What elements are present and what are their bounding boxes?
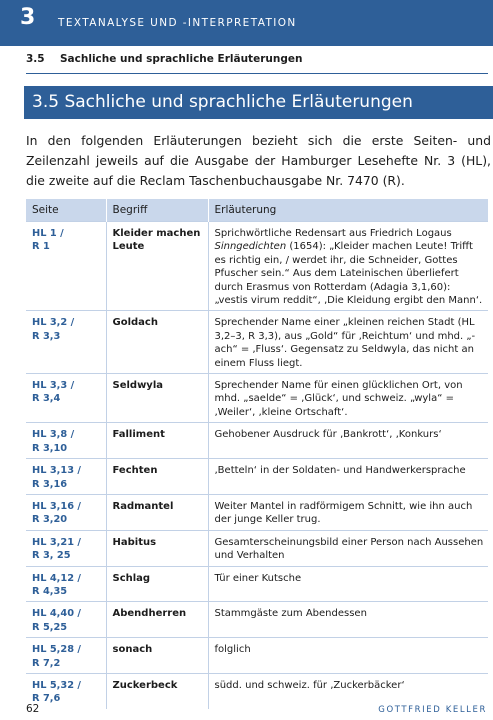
row-begriff: Schlag xyxy=(106,566,208,602)
row-seite: HL 5,32 / R 7,6 xyxy=(26,673,106,708)
row-erlaeuterung xyxy=(208,374,488,423)
erlaeuterung-text: Gesamterscheinungsbild einer Person nach Aussehen und Verhalten xyxy=(214,536,484,562)
erlaeuterung-text: Sprechender Name einer „kleinen reichen Stadt (HL 3,2–3, R 3,3), aus „Gold“ für ‚Reichtum‘ und mhd. „-ach“ = ‚Fluss‘. Gegensatz zu Seldwyla, das nicht an einem Fluss liegt. xyxy=(214,317,476,369)
glossary-body xyxy=(26,222,488,709)
column-header-seite: Seite xyxy=(26,199,106,222)
footer-author: GOTTFRIED KELLER xyxy=(378,705,487,715)
row-seite: HL 3,16 / R 3,20 xyxy=(26,494,106,530)
row-seite: HL 1 / R 1 xyxy=(26,222,106,311)
row-erlaeuterung xyxy=(208,459,488,495)
row-begriff: Kleider machen Leute xyxy=(106,222,208,311)
header-divider xyxy=(26,73,488,74)
erlaeuterung-text: ‚Betteln‘ in der Soldaten- und Handwerkersprache xyxy=(214,465,466,477)
row-erlaeuterung xyxy=(208,530,488,566)
row-erlaeuterung xyxy=(208,423,488,459)
table-row xyxy=(26,374,488,423)
table-row xyxy=(26,638,488,674)
row-seite: HL 3,8 / R 3,10 xyxy=(26,423,106,459)
row-erlaeuterung xyxy=(208,638,488,674)
row-begriff: sonach xyxy=(106,638,208,674)
table-row xyxy=(26,566,488,602)
glossary-table xyxy=(26,199,489,709)
row-begriff: Habitus xyxy=(106,530,208,566)
running-head-number: 3.5 xyxy=(26,53,45,65)
table-row xyxy=(26,494,488,530)
row-seite: HL 3,21 / R 3, 25 xyxy=(26,530,106,566)
erlaeuterung-lead: Sprichwörtliche Redensart aus Friedrich Logaus xyxy=(214,228,452,239)
row-seite: HL 3,2 / R 3,3 xyxy=(26,311,106,374)
page-number: 62 xyxy=(26,703,40,715)
erlaeuterung-text: Weiter Mantel in radförmigem Schnitt, wie ihn auch der junge Keller trug. xyxy=(214,500,473,526)
table-row xyxy=(26,602,488,638)
row-seite: HL 3,3 / R 3,4 xyxy=(26,374,106,423)
row-erlaeuterung xyxy=(208,222,488,311)
row-seite: HL 4,12 / R 4,35 xyxy=(26,566,106,602)
erlaeuterung-text: folglich xyxy=(214,644,251,656)
row-begriff: Fechten xyxy=(106,459,208,495)
running-head xyxy=(26,53,302,65)
chapter-number: 3 xyxy=(20,5,36,30)
row-erlaeuterung xyxy=(208,673,488,708)
row-seite: HL 4,40 / R 5,25 xyxy=(26,602,106,638)
row-begriff: Seldwyla xyxy=(106,374,208,423)
erlaeuterung-text: (1654): „Kleider machen Leute! Trifft es richtig ein, / werdet ihr, die Schneider, Gottes Pfuscher sein.“ Aus dem Lateinischen überliefert durch Erasmus von Rotterdam (Adagia 3,1,60): „vestis virum reddit“, ‚Die Kleidung ergibt den Mann‘. xyxy=(214,241,483,307)
intro-paragraph: In den folgenden Erläuterungen bezieht sich die erste Seiten- und Zeilenzahl jeweils auf die Ausgabe der Hamburger Lesehefte Nr. 3 (HL), die zweite auf die Reclam Taschenbuchausgabe Nr. 7470 (R). xyxy=(26,133,491,188)
table-row xyxy=(26,222,488,311)
erlaeuterung-text: Sprechender Name für einen glücklichen Ort, von mhd. „saelde“ = ‚Glück‘, und schweiz. „wyla“ = ‚Weiler‘, ‚kleine Ortschaft‘. xyxy=(214,380,463,418)
erlaeuterung-text: südd. und schweiz. für ‚Zuckerbäcker‘ xyxy=(214,679,405,691)
section-heading-bar xyxy=(24,86,493,119)
row-seite: HL 5,28 / R 7,2 xyxy=(26,638,106,674)
glossary-header-row xyxy=(26,199,488,222)
table-row xyxy=(26,530,488,566)
running-head-title: Sachliche und sprachliche Erläuterungen xyxy=(60,53,303,65)
chapter-title: TEXTANALYSE UND -INTERPRETATION xyxy=(58,17,297,29)
column-header-erlaeuterung: Erläuterung xyxy=(208,199,488,222)
row-begriff: Abendherren xyxy=(106,602,208,638)
row-begriff: Goldach xyxy=(106,311,208,374)
row-erlaeuterung xyxy=(208,494,488,530)
erlaeuterung-title: Sinngedichten xyxy=(214,241,287,253)
table-row xyxy=(26,673,488,708)
row-seite: HL 3,13 / R 3,16 xyxy=(26,459,106,495)
row-erlaeuterung xyxy=(208,566,488,602)
table-row xyxy=(26,423,488,459)
erlaeuterung-text: Gehobener Ausdruck für ‚Bankrott‘, ‚Konkurs‘ xyxy=(214,429,442,441)
row-erlaeuterung xyxy=(208,311,488,374)
chapter-header-bar xyxy=(0,0,493,46)
column-header-begriff: Begriff xyxy=(106,199,208,222)
row-erlaeuterung xyxy=(208,602,488,638)
row-begriff: Falliment xyxy=(106,423,208,459)
row-begriff: Radmantel xyxy=(106,494,208,530)
row-begriff: Zuckerbeck xyxy=(106,673,208,708)
table-row xyxy=(26,459,488,495)
table-row xyxy=(26,311,488,374)
section-title: 3.5 Sachliche und sprachliche Erläuterungen xyxy=(32,92,413,112)
erlaeuterung-text: Stammgäste zum Abendessen xyxy=(214,608,367,620)
erlaeuterung-text: Tür einer Kutsche xyxy=(214,572,302,584)
